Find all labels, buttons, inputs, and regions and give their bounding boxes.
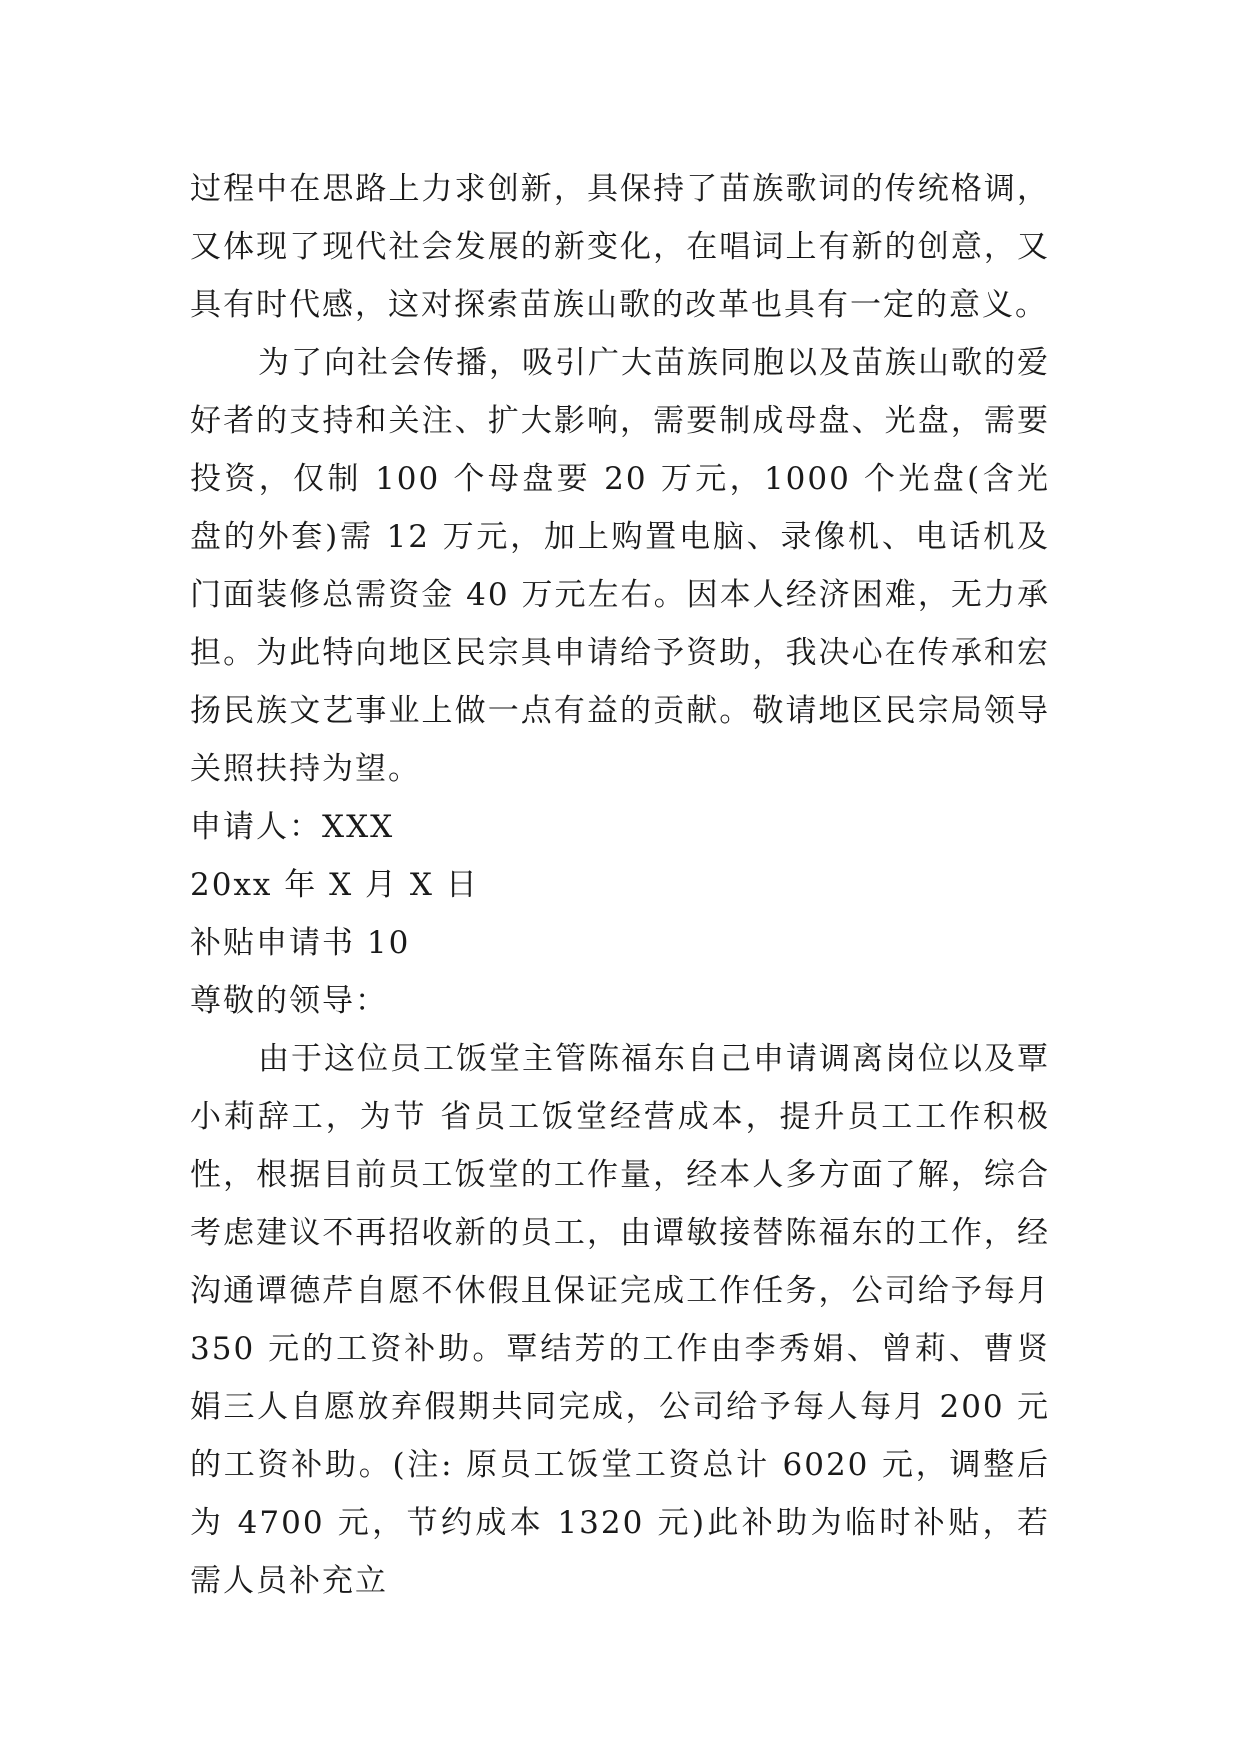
date-line: 20xx 年 X 月 X 日 — [190, 867, 479, 903]
applicant-signature: 申请人：XXX — [190, 809, 395, 845]
document-body — [190, 160, 1050, 1610]
salutation: 尊敬的领导： — [190, 983, 388, 1019]
paragraph-continuation: 过程中在思路上力求创新，具保持了苗族歌词的传统格调，又体现了现代社会发展的新变化，在唱词上有新的创意，又具有时代感，这对探索苗族山歌的改革也具有一定的意义。 — [190, 171, 1050, 323]
paragraph-funding-request: 为了向社会传播，吸引广大苗族同胞以及苗族山歌的爱好者的支持和关注、扩大影响，需要制成母盘、光盘，需要投资，仅制 100 个母盘要 20 万元，1000 个光盘(含光盘的外套)需 12 万元，加上购置电脑、录像机、电话机及门面装修总需资金 40 万元左右。因本人经济困难，无力承担。为此特向地区民宗具申请给予资助，我决心在传承和宏扬民族文艺事业上做一点有益的贡献。敬请地区民宗局领导关照扶持为望。 — [190, 345, 1050, 787]
document-heading: 补贴申请书 10 — [190, 925, 411, 961]
paragraph-subsidy-details: 由于这位员工饭堂主管陈福东自己申请调离岗位以及覃小莉辞工，为节 省员工饭堂经营成本，提升员工工作积极性，根据目前员工饭堂的工作量，经本人多方面了解，综合考虑建议不再招收新的员工，由谭敏接替陈福东的工作，经沟通谭德芹自愿不休假且保证完成工作任务，公司给予每月 350 元的工资补助。覃结芳的工作由李秀娟、曾莉、曹贤娟三人自愿放弃假期共同完成，公司给予每人每月 200 元的工资补助。(注: 原员工饭堂工资总计 6020 元，调整后为 4700 元，节约成本 1320 元)此补助为临时补贴，若需人员补充立 — [190, 1041, 1050, 1599]
